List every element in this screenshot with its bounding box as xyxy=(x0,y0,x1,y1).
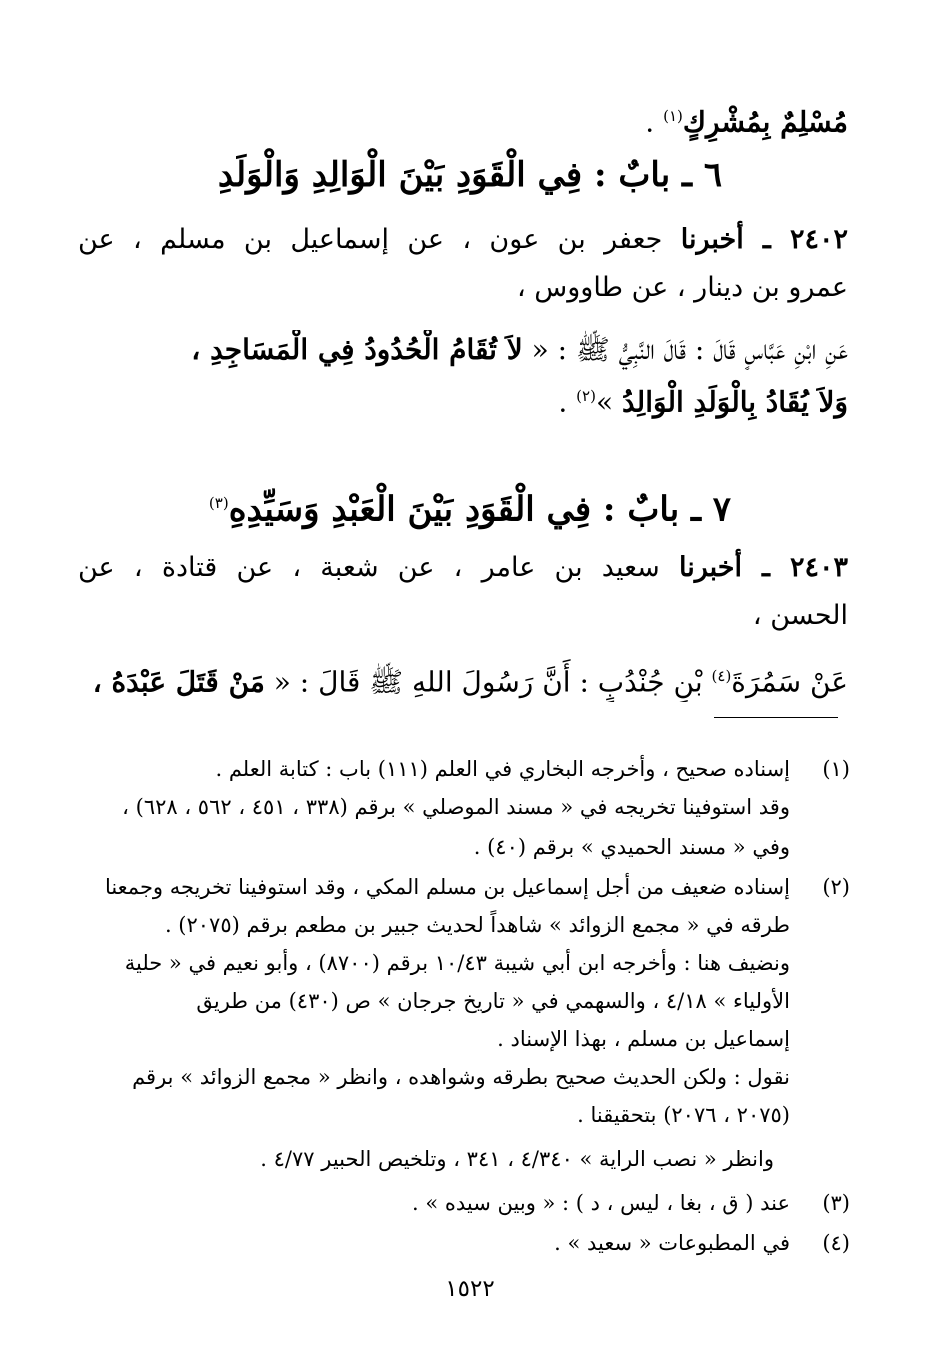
chapter-6-heading: ٦ ـ بابٌ : فِي الْقَوَدِ بَيْنَ الْوَالِدِ وَالْوَلَدِ xyxy=(217,155,723,195)
hadith-2402-intro: عَنِ ابْنِ عَبَّاسٍ قَالَ : قَالَ النَّبِيُّ ﷺ : « xyxy=(522,333,848,366)
footnote-2-line-5: إسماعيل بن مسلم ، بهذا الإسناد . xyxy=(497,1027,790,1051)
hadith-2403-number: ٢٤٠٣ ـ أخبرنا xyxy=(679,552,848,583)
footnote-1-line-2: وقد استوفينا تخريجه في « مسند الموصلي » برقم (٣٣٨ ، ٤٥١ ، ٥٦٢ ، ٦٢٨) ، xyxy=(122,795,790,819)
hadith-2403-intro: بْنِ جُنْدُبٍ : أَنَّ رَسُولَ اللهِ ﷺ قَالَ : « xyxy=(264,665,712,699)
hadith-2402-chain-line-2: عمرو بن دينار ، عن طاووس ، xyxy=(516,272,848,303)
continued-text: مُسْلِمٌ بِمُشْرِكٍ xyxy=(682,105,848,139)
footnote-2-line-6: نقول : ولكن الحديث صحيح بطرقه وشواهده ، وانظر « مجمع الزوائد » برقم xyxy=(132,1065,790,1089)
text-end: . xyxy=(645,105,664,139)
footnote-2-line-3: ونضيف هنا : وأخرجه ابن أبي شيبة ١٠/٤٣ برقم (٨٧٠٠) ، وأبو نعيم في « حلية xyxy=(124,951,790,975)
chapter-7-title: ٧ ـ بابٌ : فِي الْقَوَدِ بَيْنَ الْعَبْدِ وَسَيِّدِهِ xyxy=(228,489,732,530)
footnote-2-line-8: وانظر « نصب الراية » ٤/٣٤٠ ، ٣٤١ ، وتلخيص الحبير ٤/٧٧ . xyxy=(260,1147,774,1171)
footnote-2-line-4: الأولياء » ٤/١٨ ، والسهمي في « تاريخ جرجان » ص (٤٣٠) من طريق xyxy=(196,989,790,1013)
footnote-2-line-1: إسناده ضعيف من أجل إسماعيل بن مسلم المكي ، وقد استوفينا تخريجه وجمعنا xyxy=(104,875,790,899)
hadith-2403-chain-1: سعيد بن عامر ، عن شعبة ، عن قتادة ، عن xyxy=(78,552,660,583)
hadith-2403-matn: مَنْ قَتَلَ عَبْدَهُ ، xyxy=(92,665,265,699)
hadith-2403-chain-line-2: الحسن ، xyxy=(752,600,848,631)
hadith-2402-text-line-1 xyxy=(78,330,848,370)
footnote-2-number: (٢) xyxy=(822,875,850,899)
quote-end: » xyxy=(595,385,622,419)
footnote-3-number: (٣) xyxy=(822,1191,850,1215)
footnote-separator xyxy=(714,717,838,718)
continued-text-line xyxy=(78,96,848,142)
hadith-2402-text-line-2 xyxy=(78,376,848,422)
chapter-7-heading xyxy=(0,478,940,534)
footnote-3-line-1: عند ( ق ، بغا ، ليس ، د ) : « وبين سيده » . xyxy=(412,1191,790,1215)
footnote-1-line-1: إسناده صحيح ، وأخرجه البخاري في العلم (١١١) باب : كتابة العلم . xyxy=(215,757,790,781)
hadith-2402-number: ٢٤٠٢ ـ أخبرنا xyxy=(680,224,848,255)
hadith-2402-chain-line-1 xyxy=(78,220,848,260)
footnote-ref-1: (١) xyxy=(663,107,683,125)
footnote-1-number: (١) xyxy=(822,757,850,781)
page-number: ١٥٢٢ xyxy=(445,1276,495,1302)
text-end: . xyxy=(558,385,577,419)
footnote-4-number: (٤) xyxy=(822,1231,850,1255)
hadith-2403-text-line-1 xyxy=(78,656,848,702)
footnote-2-line-2: طرقه في « مجمع الزوائد » شاهداً لحديث جبير بن مطعم برقم (٢٠٧٥) . xyxy=(164,913,790,937)
footnote-4-line-1: في المطبوعات « سعيد » . xyxy=(554,1231,790,1255)
footnote-ref-4: (٤) xyxy=(711,667,732,685)
hadith-2402-matn-1: لاَ تُقَامُ الْحُدُودُ فِي الْمَسَاجِدِ ، xyxy=(191,333,523,366)
footnote-2-line-7: (٢٠٧٥ ، ٢٠٧٦) بتحقيقنا . xyxy=(577,1103,790,1127)
footnote-1-line-3: وفي « مسند الحميدي » برقم (٤٠) . xyxy=(473,835,790,859)
hadith-2403-chain-line-1 xyxy=(78,548,848,588)
footnote-ref-3: (٣) xyxy=(208,494,229,512)
hadith-2402-matn-2: وَلاَ يُقَادُ بِالْوَلَدِ الْوَالِدُ xyxy=(621,385,848,419)
footnote-ref-2: (٢) xyxy=(576,387,596,405)
narrator-name: عَنْ سَمُرَةَ xyxy=(731,665,848,699)
hadith-2402-chain-1: جعفر بن عون ، عن إسماعيل بن مسلم ، عن xyxy=(78,224,663,255)
